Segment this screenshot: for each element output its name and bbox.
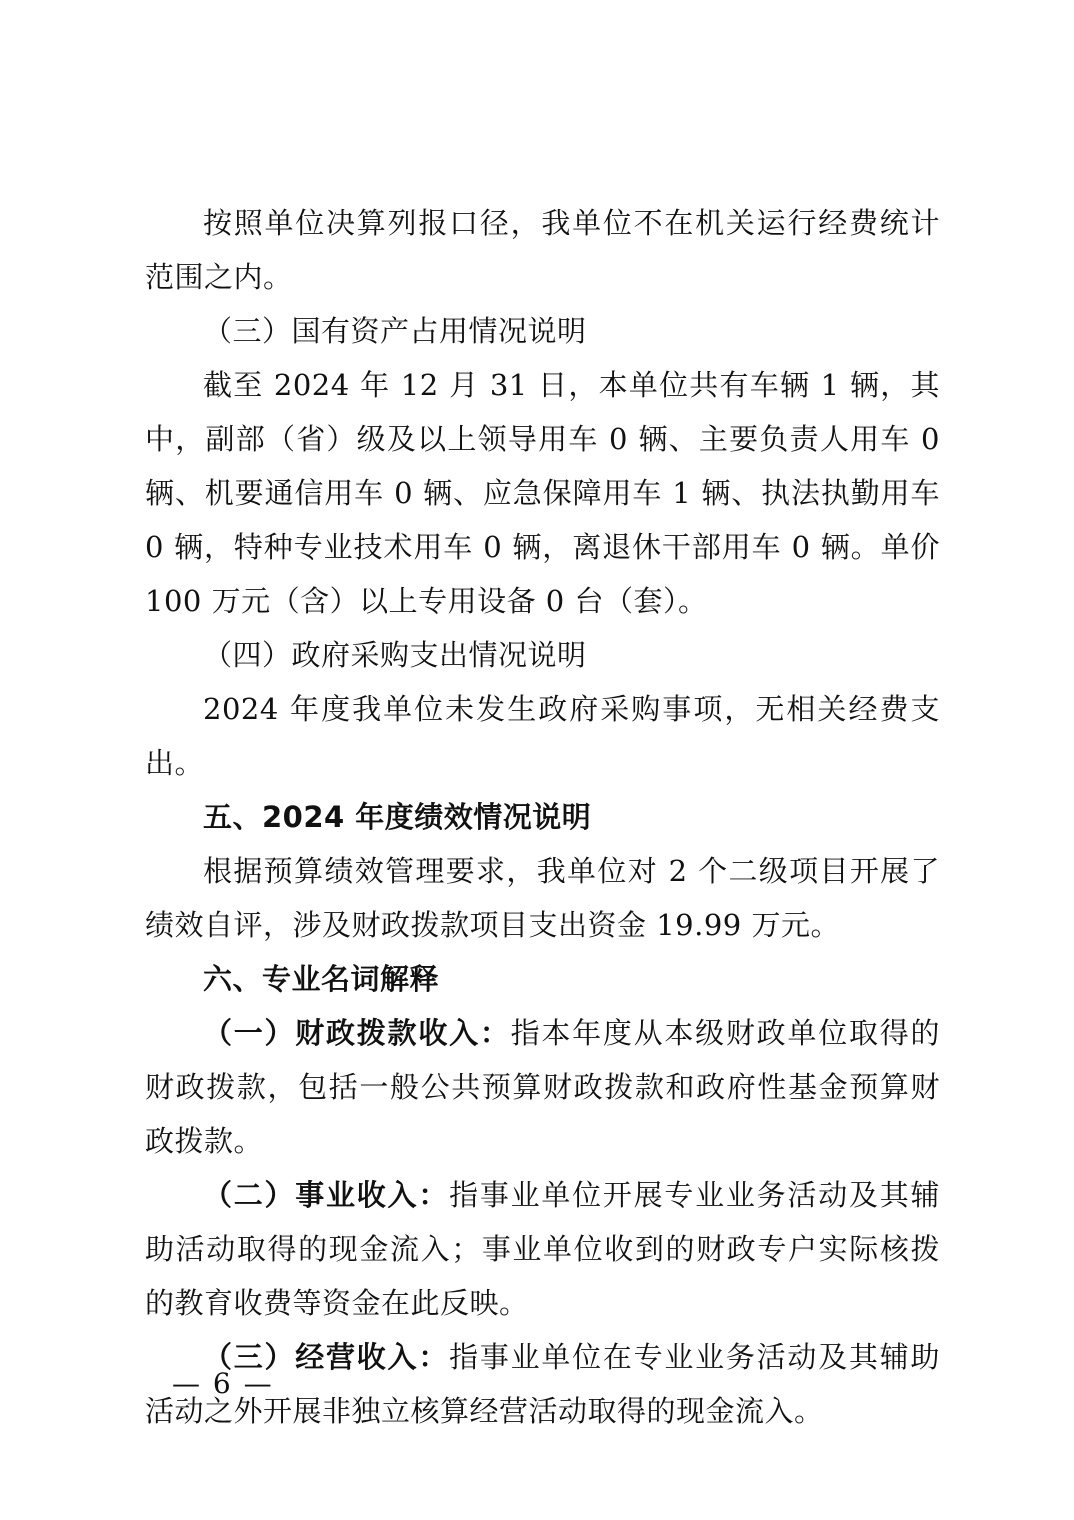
term-definition: 指本年度从本级财政单位取得的财政拨款，包括一般公共预算财政拨款和政府性基金预算财政拨款。	[145, 1016, 940, 1158]
paragraph-operating-expenses: 按照单位决算列报口径，我单位不在机关运行经费统计范围之内。	[145, 206, 940, 294]
paragraph-performance: 根据预算绩效管理要求，我单位对 2 个二级项目开展了绩效自评，涉及财政拨款项目支出资金 19.99 万元。	[145, 854, 940, 942]
heading-terms: 六、专业名词解释	[203, 962, 440, 996]
heading-state-assets: （三）国有资产占用情况说明	[203, 314, 587, 348]
term-fiscal-appropriation	[145, 1006, 940, 1168]
term-business-income	[145, 1168, 940, 1330]
term-label: （二）事业收入：	[203, 1178, 450, 1212]
paragraph-procurement: 2024 年度我单位未发生政府采购事项，无相关经费支出。	[145, 692, 940, 780]
heading-procurement: （四）政府采购支出情况说明	[203, 638, 587, 672]
term-label: （一）财政拨款收入：	[203, 1016, 511, 1050]
heading-performance: 五、2024 年度绩效情况说明	[203, 800, 592, 834]
paragraph-state-assets: 截至 2024 年 12 月 31 日，本单位共有车辆 1 辆，其中，副部（省）级及以上领导用车 0 辆、主要负责人用车 0 辆、机要通信用车 0 辆、应急保障用车 1 辆、执法执勤用车 0 辆，特种专业技术用车 0 辆，离退休干部用车 0 辆。单价 100 万元（含）以上专用设备 0 台（套）。	[145, 368, 940, 618]
term-definition: 指事业单位在专业业务活动及其辅助活动之外开展非独立核算经营活动取得的现金流入。	[145, 1340, 940, 1428]
document-body	[145, 196, 940, 1438]
term-label: （三）经营收入：	[203, 1340, 450, 1374]
term-definition: 指事业单位开展专业业务活动及其辅助活动取得的现金流入；事业单位收到的财政专户实际核拨的教育收费等资金在此反映。	[145, 1178, 940, 1320]
page-number: — 6 —	[172, 1367, 274, 1400]
